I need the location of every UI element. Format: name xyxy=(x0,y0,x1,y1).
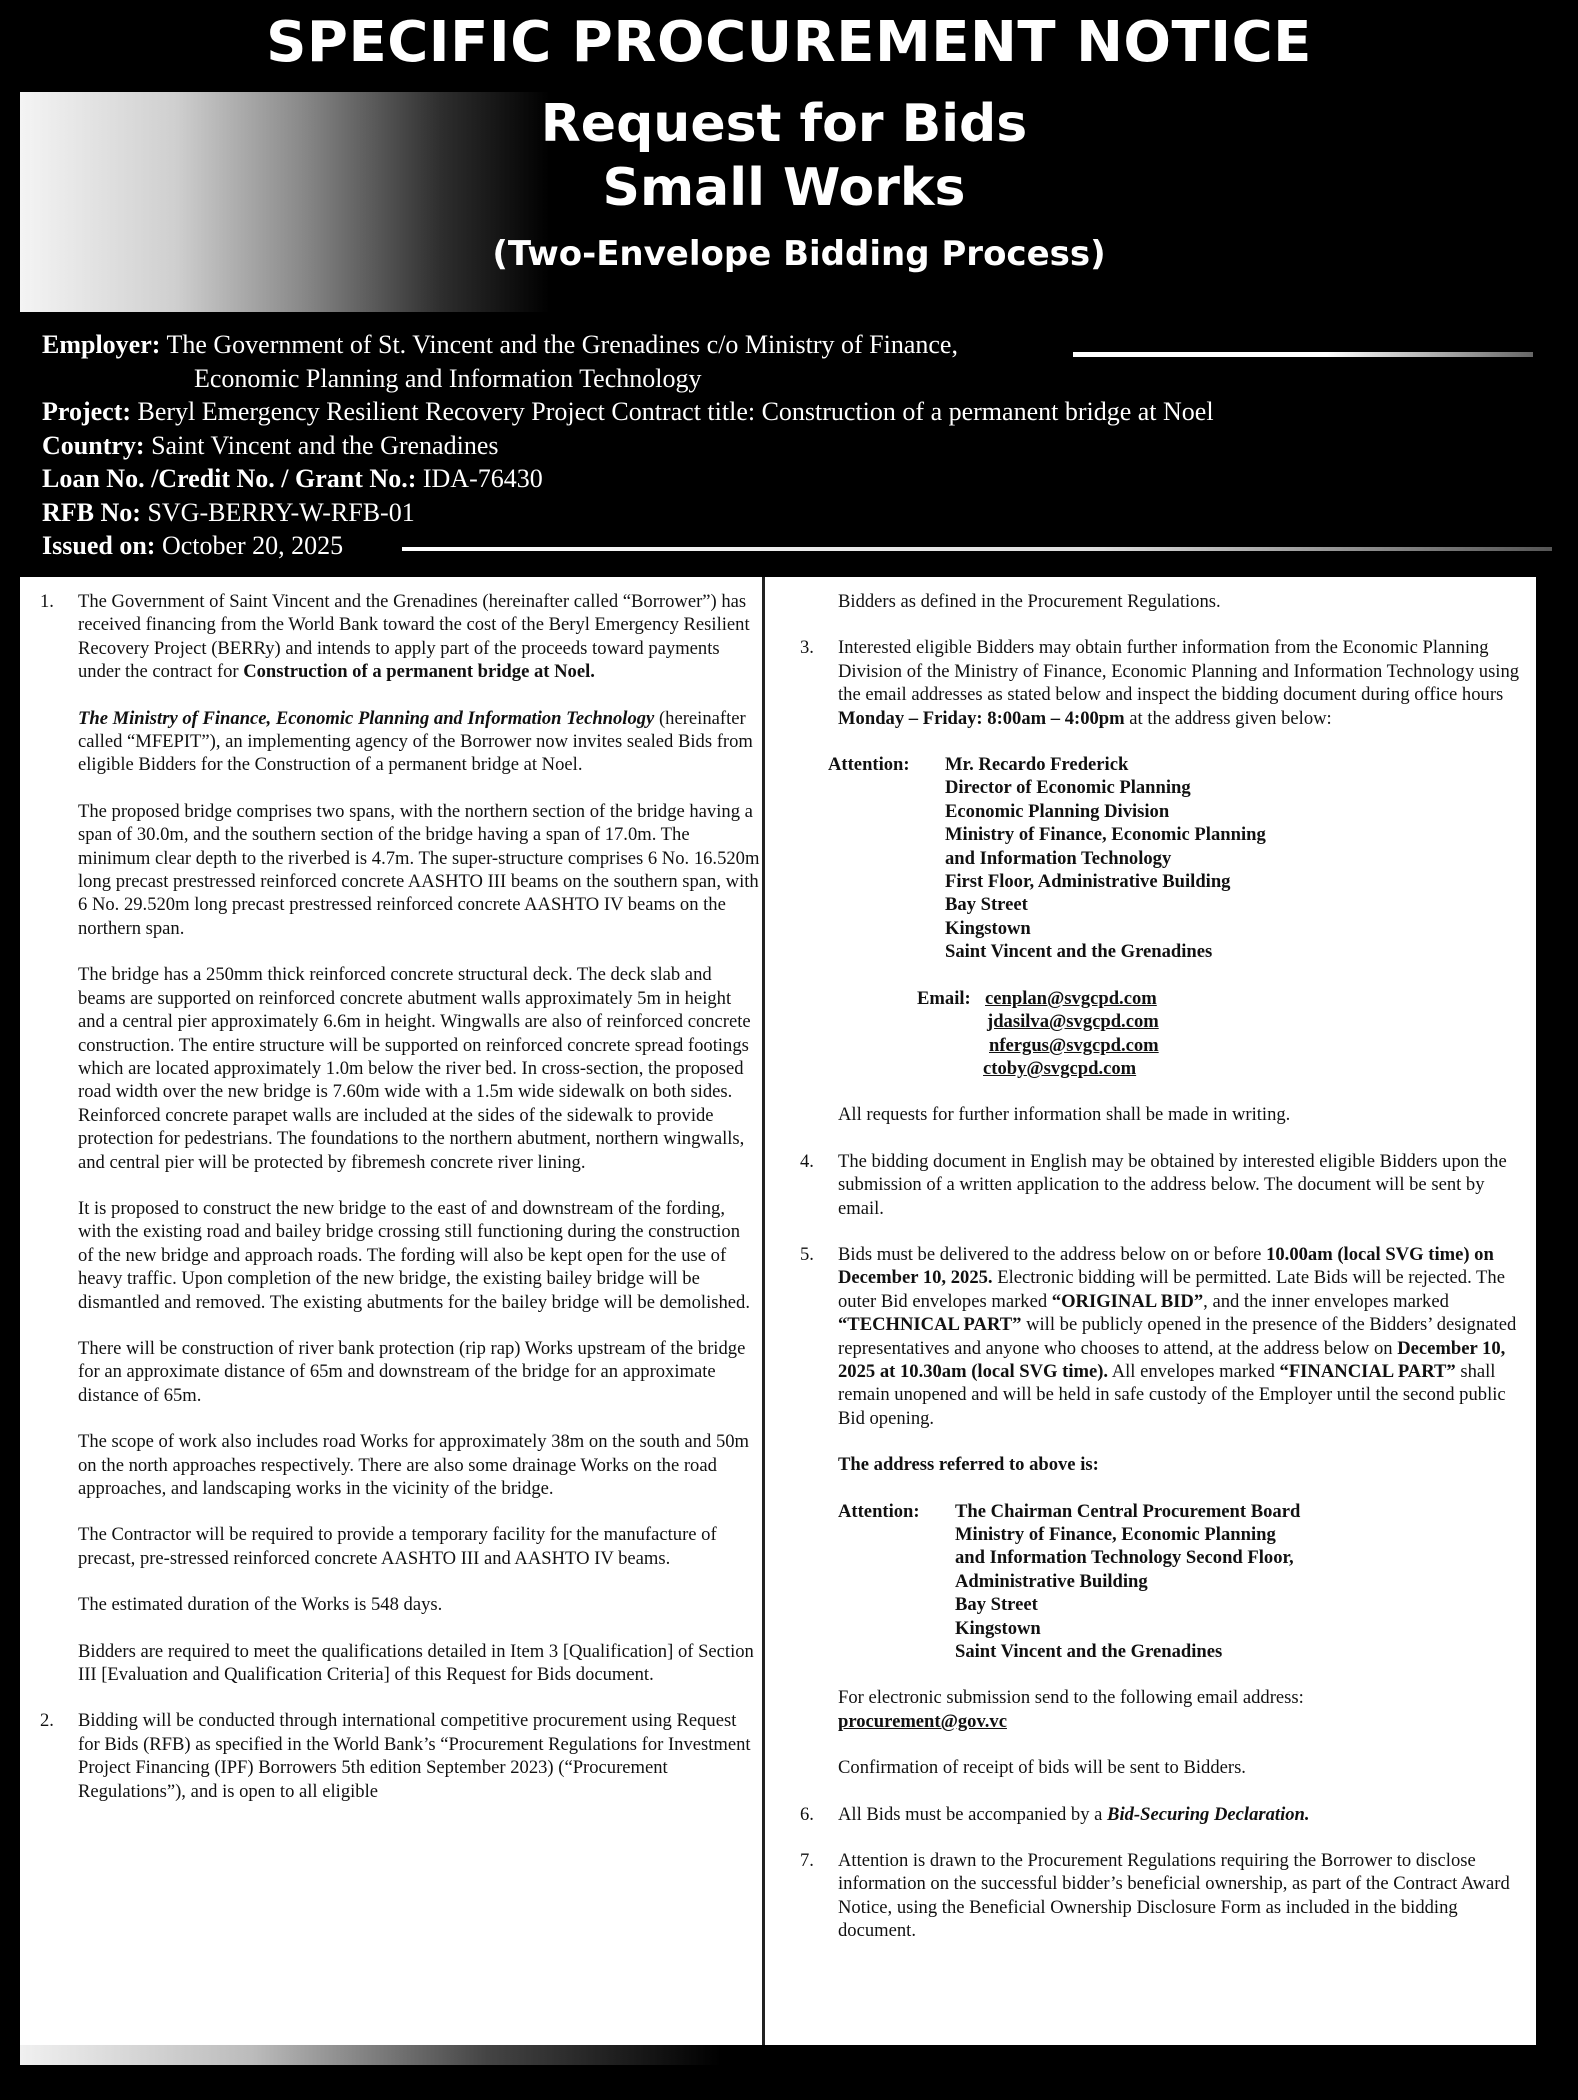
employer-row-cont: Economic Planning and Information Technology xyxy=(194,363,702,393)
paragraph: The scope of work also includes road Works for approximately 38m on the south and 50m on the north approaches respectively. There are also some drainage Works on the road approaches, and landscaping works in the vicinity of the bridge. xyxy=(78,1431,750,1499)
clause-7: 7. Attention is drawn to the Procurement Regulations requiring the Borrower to disclose information on the successful bidder’s beneficial ownership, as part of the Contract Award Notice, using the Beneficial Ownership Disclosure Form as included in the bidding document. xyxy=(800,1849,1526,1943)
paragraph: The estimated duration of the Works is 548 days. xyxy=(78,1594,443,1616)
clause-4: 4. The bidding document in English may be obtained by interested eligible Bidders upon the submission of a written application to the address below. The document will be sent by email. xyxy=(800,1150,1526,1220)
email-link[interactable]: ctoby@svgcpd.com xyxy=(983,1057,1137,1079)
email-list xyxy=(985,987,1159,1081)
paragraph: Bidding will be conducted through international competitive procurement using Request for Bids (RFB) as specified in the World Bank’s “Procurement Regulations for Investment Project Financing (IPF) Borrowers 5th edition September 2023) (“Procurement Regulations”), and is open to all eligible xyxy=(78,1710,751,1802)
loan-row: Loan No. /Credit No. / Grant No.: IDA-76430 xyxy=(42,464,543,493)
paragraph: The bridge has a 250mm thick reinforced concrete structural deck. The deck slab and beams are supported on reinforced concrete abutment walls approximately 5m in height and a central pier approximately 6.6m in height. Wingwalls are also of reinforced concrete construction. The entire structure will be supported on reinforced concrete spread footings which are located approximately 1.0m below the river bed. In cross-section, the proposed road width over the new bridge is 7.60m wide with a 1.5m wide sidewalk on both sides. Reinforced concrete parapet walls are included at the sides of the sidewalk to provide protection for pedestrians. The foundations to the northern abutment, northern wingwalls, and central pier will be protected by fibremesh concrete river lining. xyxy=(78,964,751,1173)
attention-block: Attention: The Chairman Central Procurement Board Ministry of Finance, Economic Planning and Information Technology Second Floor, Administrative Building Bay Street Kingstown Saint Vincent and the Grenadines xyxy=(838,1500,1301,1663)
email-link[interactable]: cenplan@svgcpd.com xyxy=(985,987,1157,1009)
paragraph: All Bids must be accompanied by a Bid-Securing Declaration. xyxy=(838,1803,1310,1825)
decorative-rule xyxy=(1073,352,1533,357)
paragraph: There will be construction of river bank protection (rip rap) Works upstream of the bridge for an approximate distance of 65m and downstream of the bridge for an approximate distance of 65m. xyxy=(78,1337,746,1406)
email-link[interactable]: jdasilva@svgcpd.com xyxy=(987,1011,1159,1033)
rfb-row: RFB No: SVG-BERRY-W-RFB-01 xyxy=(42,497,415,527)
banner-heading xyxy=(0,92,1578,282)
request-for-bids-heading: Request for Bids xyxy=(540,94,1028,154)
paragraph: Bidders are required to meet the qualifications detailed in Item 3 [Qualification] of Section III [Evaluation and Qualification Criteria] of this Request for Bids document. xyxy=(78,1640,754,1686)
paragraph: Attention is drawn to the Procurement Regulations requiring the Borrower to disclose information on the successful bidder’s beneficial ownership, as part of the Contract Award Notice, using the Beneficial Ownership Disclosure Form as included in the bidding document. xyxy=(838,1850,1510,1942)
address-lines: The Chairman Central Procurement Board Ministry of Finance, Economic Planning and Information Technology Second Floor, Administrative Building Bay Street Kingstown Saint Vincent and the Grenadines xyxy=(955,1500,1301,1663)
footer-gradient-bar xyxy=(20,2045,1578,2065)
project-row: Project: Beryl Emergency Resilient Recovery Project Contract title: Construction of a permanent bridge at Noel xyxy=(42,397,1214,426)
clause-2-cont xyxy=(800,590,1526,613)
clause-5: 5. Bids must be delivered to the address below on or before 10.00am (local SVG time) on December 10, 2025. Electronic bidding will be permitted. Late Bids will be rejected. The outer Bid envelopes marked “ORIGINAL BID”, and the inner envelopes marked “TECHNICAL PART” will be publicly opened in the presence of the Bidders’ designated representatives and anyone who chooses to attend, at the address below on December 10, 2025 at 10.30am (local SVG time). All envelopes marked “FINANCIAL PART” shall remain unopened and will be held in safe custody of the Employer until the second public Bid opening. The address referred to above is: Attention: The Chairman Central Procurement Board Ministry of Finance, Economic Planning and Information Technology Second Floor, Administrative Building Bay Street Kingstown Saint Vincent and the Grenadines For electronic submission send to the following email address: procurement@gov.vc Confirmation of receipt of bids will be sent to Bidders. xyxy=(800,1243,1526,1780)
paragraph: Bids must be delivered to the address below on or before 10.00am (local SVG time) on December 10, 2025. Electronic bidding will be permitted. Late Bids will be rejected. The outer Bid envelopes marked “ORIGINAL BID”, and the inner envelopes marked “TECHNICAL PART” will be publicly opened in the presence of the Bidders’ designated representatives and anyone who chooses to attend, at the address below on December 10, 2025 at 10.30am (local SVG time). All envelopes marked “FINANCIAL PART” shall remain unopened and will be held in safe custody of the Employer until the second public Bid opening. xyxy=(838,1243,1517,1429)
decorative-rule xyxy=(402,547,1552,551)
attention-block: Attention: Mr. Recardo Frederick Director of Economic Planning Economic Planning Division Ministry of Finance, Economic Planning and Information Technology First Floor, Administrative Building Bay Street Kingstown Saint Vincent and the Grenadines xyxy=(828,754,1266,963)
small-works-heading: Small Works xyxy=(602,158,966,218)
left-column xyxy=(40,590,760,1803)
paragraph: Bidders as defined in the Procurement Regulations. xyxy=(838,591,1221,612)
employer-row: Employer: The Government of St. Vincent and the Grenadines c/o Ministry of Finance, xyxy=(42,330,958,359)
email-link[interactable]: nfergus@svgcpd.com xyxy=(989,1034,1159,1056)
email-block: Email: cenplan@svgcpd.com jdasilva@svgcpd.com nfergus@svgcpd.com ctoby@svgcpd.com xyxy=(917,987,1159,1079)
clause-3: 3. Interested eligible Bidders may obtain further information from the Economic Planning Division of the Ministry of Finance, Economic Planning and Information Technology using the email addresses as stated below and inspect the bidding document during office hours Monday – Friday: 8:00am – 4:00pm at the address given below: Attention: Mr. Recardo Frederick Director of Economic Planning Economic Planning Division Ministry of Finance, Economic Planning and Information Technology First Floor, Administrative Building Bay Street Kingstown Saint Vincent and the Grenadines Email: cenplan@svgcpd.com jdasilva@svgcpd.com nfergus@svgcpd.com ctoby@svgcpd.com All requests for further information shall be made in writing. xyxy=(800,636,1526,1126)
notice-title: SPECIFIC PROCUREMENT NOTICE xyxy=(266,10,1312,75)
procurement-email-link[interactable]: procurement@gov.vc xyxy=(838,1710,1007,1732)
bidding-process-heading: (Two-Envelope Bidding Process) xyxy=(492,234,1106,274)
clause-2: 2. Bidding will be conducted through international competitive procurement using Request for Bids (RFB) as specified in the World Bank’s “Procurement Regulations for Investment Project Financing (IPF) Borrowers 5th edition September 2023) (“Procurement Regulations”), and is open to all eligible xyxy=(40,1709,760,1803)
country-row: Country: Saint Vincent and the Grenadines xyxy=(42,430,499,460)
paragraph: Interested eligible Bidders may obtain further information from the Economic Planning Division of the Ministry of Finance, Economic Planning and Information Technology using the email addresses as stated below and inspect the bidding document during office hours Monday – Friday: 8:00am – 4:00pm at the address given below: xyxy=(838,637,1520,729)
paragraph: The bidding document in English may be obtained by interested eligible Bidders upon the submission of a written application to the address below. The document will be sent by email. xyxy=(838,1150,1507,1219)
paragraph: The Contractor will be required to provide a temporary facility for the manufacture of precast, pre-stressed reinforced concrete AASHTO III and AASHTO IV beams. xyxy=(78,1524,717,1569)
right-column xyxy=(800,590,1526,1943)
electronic-submission: For electronic submission send to the following email address: procurement@gov.vc xyxy=(838,1686,1526,1733)
notice-metadata xyxy=(42,328,1542,563)
paragraph: Confirmation of receipt of bids will be sent to Bidders. xyxy=(838,1757,1246,1779)
paragraph: The proposed bridge comprises two spans, with the northern section of the bridge having a span of 30.0m, and the southern section of the bridge having a span of 17.0m. The minimum clear depth to the riverbed is 4.7m. The super-structure comprises 6 No. 16.520m long precast prestressed reinforced concrete AASHTO III beams on the southern span, with 6 No. 29.520m long precast prestressed reinforced concrete AASHTO IV beams on the northern span. xyxy=(78,800,760,939)
paragraph: The Government of Saint Vincent and the Grenadines (hereinafter called “Borrower”) has received financing from the World Bank toward the cost of the Beryl Emergency Resilient Recovery Project (BERRy) and intends to apply part of the proceeds toward payments under the contract for Construction of a permanent bridge at Noel. xyxy=(78,591,750,683)
issued-row: Issued on: October 20, 2025 xyxy=(42,531,344,560)
clause-6: 6. All Bids must be accompanied by a Bid-Securing Declaration. xyxy=(800,1803,1526,1826)
paragraph: The Ministry of Finance, Economic Planning and Information Technology (hereinafter called “MFEPIT”), an implementing agency of the Borrower now invites sealed Bids from eligible Bidders for the Construction of a permanent bridge at Noel. xyxy=(78,707,753,776)
clause-1: 1. The Government of Saint Vincent and the Grenadines (hereinafter called “Borrower”) has received financing from the World Bank toward the cost of the Beryl Emergency Resilient Recovery Project (BERRy) and intends to apply part of the proceeds toward payments under the contract for Construction of a permanent bridge at Noel. The Ministry of Finance, Economic Planning and Information Technology (hereinafter called “MFEPIT”), an implementing agency of the Borrower now invites sealed Bids from eligible Bidders for the Construction of a permanent bridge at Noel. The proposed bridge comprises two spans, with the northern section of the bridge having a span of 30.0m, and the southern section of the bridge having a span of 17.0m. The minimum clear depth to the riverbed is 4.7m. The super-structure comprises 6 No. 16.520m long precast prestressed reinforced concrete AASHTO III beams on the southern span, with 6 No. 29.520m long precast prestressed reinforced concrete AASHTO IV beams on the northern span. The bridge has a 250mm thick reinforced concrete structural deck. The deck slab and beams are supported on reinforced concrete abutment walls approximately 5m in height and a central pier approximately 6.6m in height. Wingwalls are also of reinforced concrete construction. The entire structure will be supported on reinforced concrete spread footings which are located approximately 1.0m below the river bed. In cross-section, the proposed road width over the new bridge is 7.60m wide with a 1.5m wide sidewalk on both sides. Reinforced concrete parapet walls are included at the sides of the sidewalk to provide protection for pedestrians. The foundations to the northern abutment, northern wingwalls, and central pier will be protected by fibremesh concrete river lining. It is proposed to construct the new bridge to the east of and downstream of the fording, with the existing road and bailey bridge crossing still functioning during the construction of the new bridge and approach roads. The fording will also be kept open for the use of heavy traffic. Upon completion of the new bridge, the existing bailey bridge will be dismantled and removed. The existing abutments for the bailey bridge will be demolished. There will be construction of river bank protection (rip rap) Works upstream of the bridge for an approximate distance of 65m and downstream of the bridge for an approximate distance of 65m. The scope of work also includes road Works for approximately 38m on the south and 50m on the north approaches respectively. There are also some drainage Works on the road approaches, and landscaping works in the vicinity of the bridge. The Contractor will be required to provide a temporary facility for the manufacture of precast, pre-stressed reinforced concrete AASHTO III and AASHTO IV beams. The estimated duration of the Works is 548 days. Bidders are required to meet the qualifications detailed in Item 3 [Qualification] of Section III [Evaluation and Qualification Criteria] of this Request for Bids document. xyxy=(40,591,760,1686)
address-lines: Mr. Recardo Frederick Director of Economic Planning Economic Planning Division Ministry of Finance, Economic Planning and Information Technology First Floor, Administrative Building Bay Street Kingstown Saint Vincent and the Grenadines xyxy=(945,754,1266,963)
paragraph: It is proposed to construct the new bridge to the east of and downstream of the fording, with the existing road and bailey bridge crossing still functioning during the construction of the new bridge and approach roads. The fording will also be kept open for the use of heavy traffic. Upon completion of the new bridge, the existing bailey bridge will be dismantled and removed. The existing abutments for the bailey bridge will be demolished. xyxy=(78,1197,750,1313)
paragraph: All requests for further information shall be made in writing. xyxy=(838,1104,1291,1126)
address-heading: The address referred to above is: xyxy=(838,1454,1099,1476)
column-divider xyxy=(762,577,765,2045)
